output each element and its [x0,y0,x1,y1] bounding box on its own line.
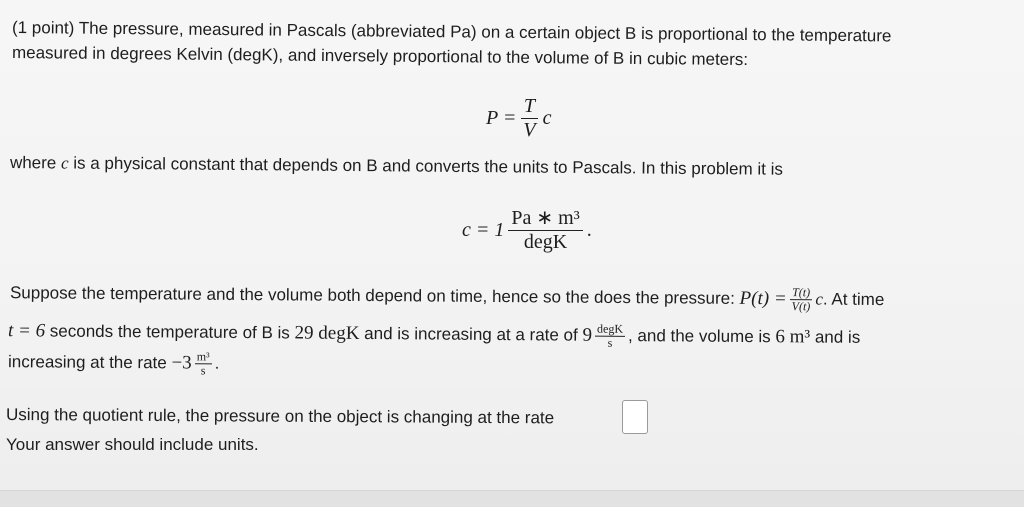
line6-period: . [214,353,220,373]
line6-volume-rate: −3 [171,352,192,374]
formula-p-fraction [520,95,538,142]
line4-denominator: V(t) [791,299,811,314]
problem-text-line-5 [8,318,860,352]
problem-text-line-3 [10,152,783,181]
line5-text-b: and is increasing at a rate of [359,323,583,345]
line6-text-a: increasing at the rate [7,352,172,373]
formula-c-denominator: degK [523,231,568,253]
line3-text-b: is a physical constant that depends on B and converts the units to Pascals. In this problem it is [68,153,784,179]
formula-c-fraction [508,207,582,254]
formula-c-period: . [586,219,592,241]
problem-text-line-6 [8,349,220,378]
formula-p-numerator: T [521,95,538,119]
line5-temperature: 29 degK [294,322,360,344]
problem-text-line-1: (1 point) The pressure, measured in Pascals (abbreviated Pa) on a certain object B is proportional to the temperature [11,18,892,46]
answer-input[interactable] [622,400,648,434]
line5-temp-rate: 9 [582,324,593,346]
line6-rate-unit [195,350,212,377]
line6-unit-numerator: m³ [195,350,212,364]
line4-text-a: Suppose the temperature and the volume both depend on time, hence so the does the pressure: [9,283,740,308]
line5-text-a: seconds the temperature of B is [45,321,295,343]
formula-p-denominator: V [523,119,536,141]
line5-unit-denominator: s [607,335,613,350]
formula-p-lhs: P = [486,107,517,129]
formula-p-constant: c [542,107,552,129]
line5-time: t = 6 [7,320,46,342]
line4-numerator: T(t) [790,286,812,300]
line4-constant-c: c [815,289,823,309]
line5-text-c: , and the volume is [627,326,776,347]
formula-c-numerator: Pa ∗ m³ [508,207,582,231]
problem-text-line-2: measured in degrees Kelvin (degK), and inversely proportional to the volume of B in cubic meters: [11,43,749,70]
line3-text-a: where [9,153,62,173]
line3-constant-c: c [60,153,69,173]
line4-pressure-fn: P(t) = [739,287,787,310]
units-instruction: Your answer should include units. [6,435,259,454]
problem-text-line-4 [10,280,885,314]
line5-unit-numerator: degK [595,323,625,337]
line5-rate-unit [595,323,625,351]
line4-text-b: . At time [822,289,885,310]
line5-text-d: and is [810,327,861,347]
page-bottom-edge [0,490,1024,507]
constant-formula [462,207,592,254]
line6-unit-denominator: s [200,363,206,378]
formula-c-lhs: c = 1 [462,219,505,241]
question-prompt: Using the quotient rule, the pressure on the object is changing at the rate [5,405,555,428]
pressure-formula [486,95,551,142]
line4-fraction [790,286,813,314]
line5-volume: 6 m³ [775,326,811,348]
